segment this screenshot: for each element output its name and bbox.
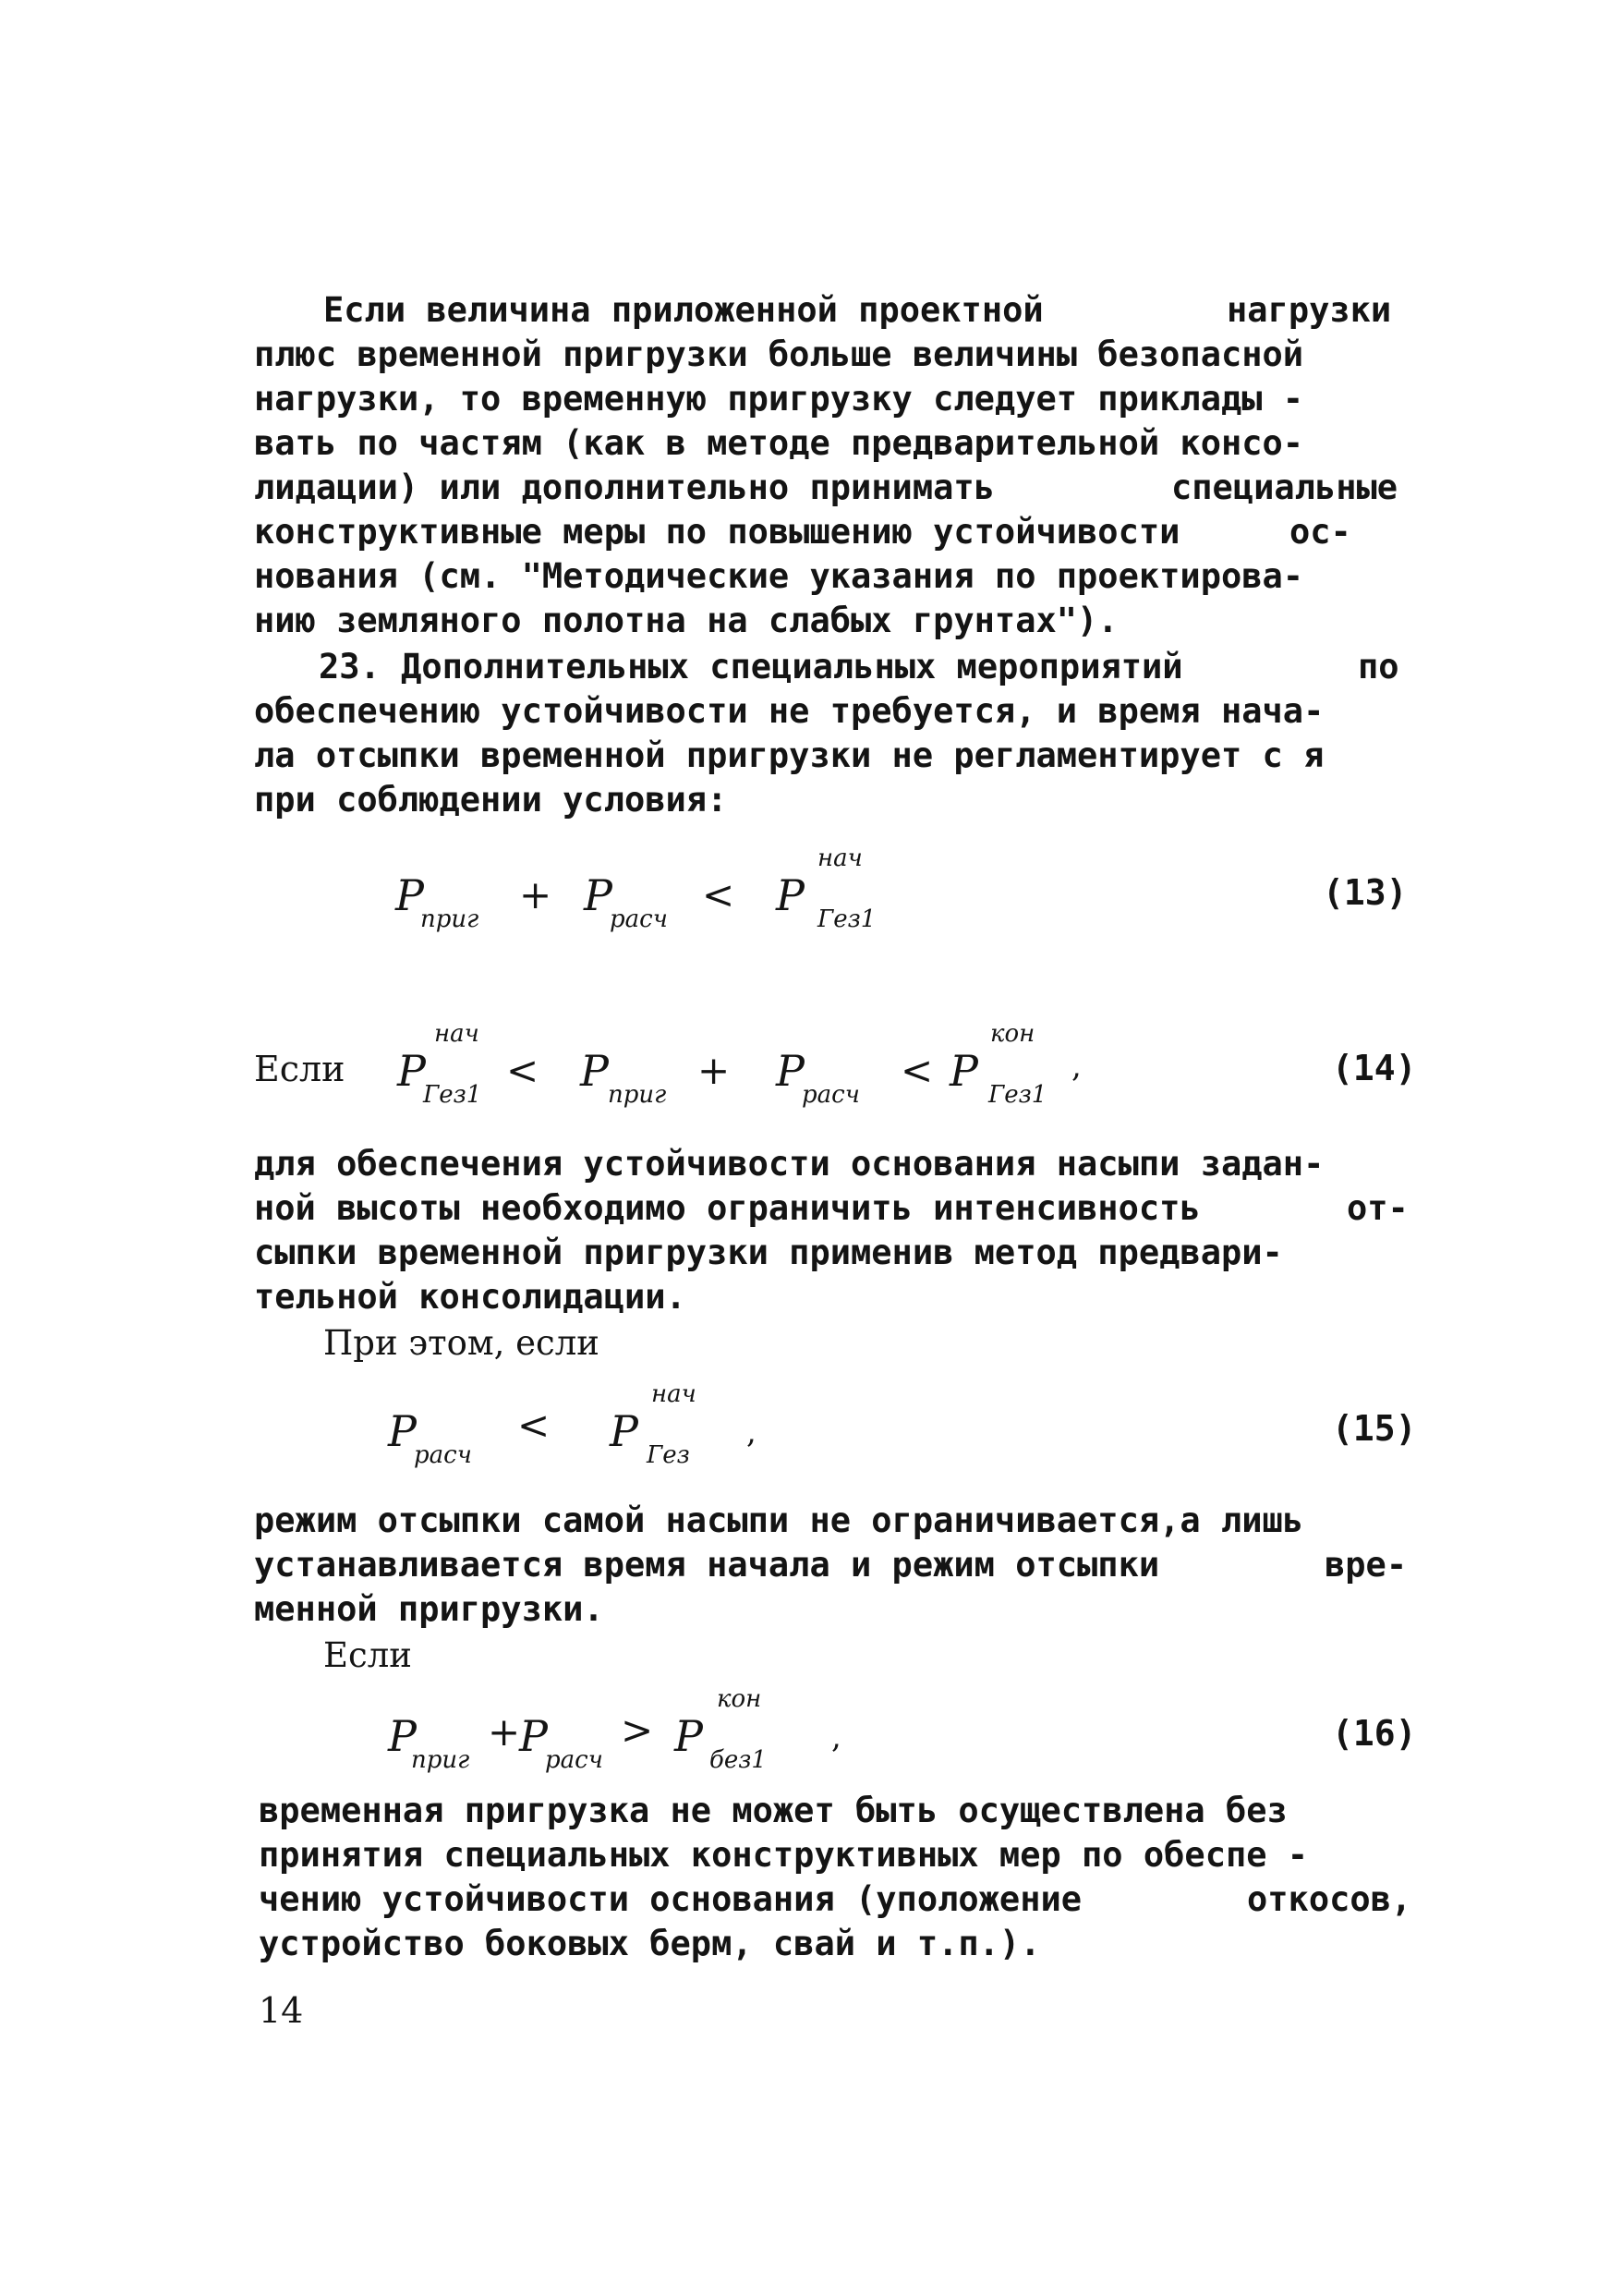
text-span: тельной консолидации. <box>254 1277 686 1317</box>
eq-prefix: Если <box>254 1049 345 1089</box>
eq-symbol: Р <box>395 870 424 920</box>
text-span: чению устойчивости основания (уположение <box>259 1879 1083 1919</box>
text-span: конструктивные меры по повышению устойчивости <box>254 512 1180 552</box>
eq-subscript: Гез1 <box>817 905 877 933</box>
eq-comma: , <box>746 1414 757 1451</box>
eq-operator: + <box>488 1709 521 1755</box>
text-span: нагрузки, то временную пригрузку следует приклады - <box>254 379 1304 419</box>
eq-symbol: Р <box>397 1046 426 1096</box>
text-span: вре- <box>1325 1545 1408 1585</box>
text-span: режим отсыпки самой насыпи не ограничивается,а лишь <box>254 1500 1304 1540</box>
equation-13 <box>0 844 1622 952</box>
text-span: ной высоты необходимо ограничить интенсивность <box>254 1188 1201 1228</box>
text-span: вать по частям (как в методе предварительной консо- <box>254 423 1304 463</box>
text-span: При этом, если <box>323 1323 599 1363</box>
text-span: обеспечению устойчивости не требуется, и время нача- <box>254 691 1325 731</box>
equation-number: (14) <box>1332 1048 1417 1088</box>
text-span: специальные <box>1171 468 1398 507</box>
text-span: устанавливается время начала и режим отсыпки <box>254 1545 1160 1585</box>
eq-symbol: Р <box>388 1406 417 1456</box>
eq-subscript: расч <box>802 1081 860 1109</box>
eq-symbol: Р <box>776 870 805 920</box>
eq-symbol: Р <box>388 1711 417 1761</box>
text-line <box>0 1316 1622 1371</box>
eq-superscript: нач <box>817 844 863 872</box>
eq-operator: < <box>506 1048 539 1093</box>
eq-comma: , <box>831 1719 841 1755</box>
eq-subscript: расч <box>545 1746 603 1774</box>
eq-superscript: кон <box>717 1685 762 1713</box>
equation-number: (16) <box>1332 1713 1417 1754</box>
text-span: сыпки временной пригрузки применив метод предвари- <box>254 1233 1283 1272</box>
eq-operator: < <box>901 1048 934 1093</box>
text-span: временная пригрузка не может быть осуществлена без <box>259 1791 1288 1830</box>
text-span: принятия специальных конструктивных мер по обеспе - <box>259 1835 1309 1875</box>
equation-15 <box>0 1380 1622 1488</box>
text-span: при соблюдении условия: <box>254 780 728 820</box>
text-span: ос- <box>1289 512 1351 552</box>
eq-superscript: кон <box>990 1020 1035 1048</box>
eq-operator: + <box>519 872 552 917</box>
eq-subscript: приг <box>608 1081 667 1109</box>
eq-operator: < <box>702 872 735 917</box>
text-span: по <box>1358 647 1399 686</box>
text-line <box>0 1628 1622 1683</box>
text-span: менной пригрузки. <box>254 1589 604 1629</box>
text-span: от- <box>1347 1188 1409 1228</box>
eq-symbol: Р <box>519 1711 548 1761</box>
equation-number: (15) <box>1332 1408 1417 1449</box>
eq-subscript: Гез <box>647 1441 690 1469</box>
text-span: 23. Дополнительных специальных мероприятий <box>319 647 1183 686</box>
text-span: плюс временной пригрузки больше величины безопасной <box>254 334 1304 374</box>
text-span: нования (см. "Методические указания по проектирова- <box>254 556 1304 596</box>
text-span: Если величина приложенной проектной <box>323 290 1044 330</box>
text-span: нию земляного полотна на слабых грунтах"). <box>254 601 1119 640</box>
text-line <box>0 772 1622 828</box>
eq-symbol: Р <box>950 1046 978 1096</box>
equation-16 <box>0 1685 1622 1792</box>
equation-14 <box>0 1020 1622 1127</box>
page-number: 14 <box>259 1990 304 2031</box>
eq-symbol: Р <box>776 1046 805 1096</box>
text-span: Если <box>323 1635 412 1675</box>
eq-operator: + <box>697 1048 731 1093</box>
equation-number: (13) <box>1323 872 1408 913</box>
eq-symbol: Р <box>674 1711 703 1761</box>
eq-symbol: Р <box>580 1046 609 1096</box>
eq-operator: > <box>621 1707 654 1753</box>
eq-comma: , <box>1071 1048 1082 1085</box>
text-line <box>0 1916 1622 1972</box>
text-span: устройство боковых берм, свай и т.п.). <box>259 1924 1041 1963</box>
eq-subscript: Гез1 <box>423 1081 482 1109</box>
eq-subscript: расч <box>414 1441 472 1469</box>
eq-subscript: приг <box>411 1746 470 1774</box>
text-span: лидации) или дополнительно принимать <box>254 468 995 507</box>
eq-superscript: нач <box>651 1380 696 1408</box>
eq-superscript: нач <box>434 1020 479 1048</box>
eq-subscript: расч <box>610 905 668 933</box>
eq-symbol: Р <box>584 870 612 920</box>
eq-subscript: Гез1 <box>988 1081 1047 1109</box>
eq-operator: < <box>517 1403 551 1448</box>
text-span: нагрузки <box>1227 290 1392 330</box>
text-span: откосов, <box>1247 1879 1412 1919</box>
text-span: для обеспечения устойчивости основания насыпи задан- <box>254 1144 1325 1184</box>
text-span: ла отсыпки временной пригрузки не регламентирует с я <box>254 735 1325 775</box>
eq-subscript: без1 <box>709 1746 767 1774</box>
eq-symbol: Р <box>610 1406 638 1456</box>
eq-subscript: приг <box>420 905 479 933</box>
